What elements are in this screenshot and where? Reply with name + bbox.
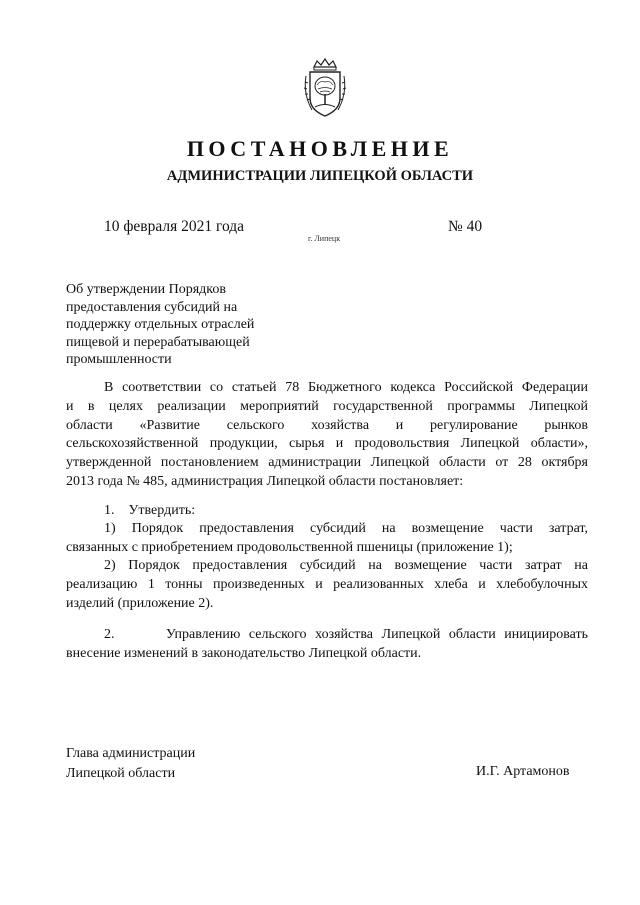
document-title: ПОСТАНОВЛЕНИЕ (186, 136, 454, 161)
document-number: № 40 (448, 218, 483, 235)
paragraph-line: утвержденной постановлением администрации Липецкой области от 28 октября (66, 455, 588, 471)
item-1-1-paragraph (66, 520, 588, 558)
document-subject (66, 281, 306, 369)
signer-position-line: Глава администрации (66, 746, 196, 761)
item-2-paragraph (66, 626, 588, 664)
item-1-paragraph (66, 502, 588, 521)
subject-line: Об утверждении Порядков (66, 282, 226, 297)
preamble-paragraph (66, 379, 588, 492)
paragraph-line: 1) Порядок предоставления субсидий на возмещение части затрат, (104, 521, 588, 536)
signer-position (66, 744, 195, 784)
paragraph-line: изделий (приложение 2). (66, 595, 214, 611)
document-subtitle: АДМИНИСТРАЦИИ ЛИПЕЦКОЙ ОБЛАСТИ (166, 168, 474, 184)
paragraph-line: реализацию 1 тонны произведенных и реализованных хлеба и хлебобулочных (66, 576, 588, 592)
subject-line: пищевой и перерабатывающей (66, 334, 250, 350)
coat-of-arms-emblem (300, 58, 350, 120)
paragraph-line: связанных с приобретением продовольственной пшеницы (приложение 1); (66, 539, 513, 555)
paragraph-line: 2) Порядок предоставления субсидий на возмещение части затрат на (104, 558, 588, 573)
document-date: 10 февраля 2021 года (104, 218, 245, 235)
item-1-2-paragraph (66, 557, 588, 613)
subject-line: предоставления субсидий на (66, 299, 238, 315)
paragraph-line: В соответствии со статьей 78 Бюджетного кодекса Российской Федерации (104, 380, 588, 395)
paragraph-line: 2013 года № 485, администрация Липецкой области постановляет: (66, 473, 464, 489)
signer-name: И.Г. Артамонов (476, 764, 570, 779)
signer-position-line: Липецкой области (66, 766, 176, 781)
document-city: г. Липецк (308, 234, 341, 243)
paragraph-line: сельскохозяйственной продукции, сырья и продовольствия Липецкой области», (66, 436, 588, 452)
paragraph-line: области «Развитие сельского хозяйства и регулирование рынков (66, 417, 588, 433)
paragraph-line: и в целях реализации мероприятий государственной программы Липецкой (66, 398, 588, 414)
subject-line: промышленности (66, 352, 172, 367)
paragraph-line: 2. Управлению сельского хозяйства Липецкой области инициировать (104, 627, 588, 642)
subject-line: поддержку отдельных отраслей (66, 317, 255, 332)
paragraph-line: внесение изменений в законодательство Липецкой области. (66, 645, 422, 661)
paragraph-line: 1. Утвердить: (104, 503, 196, 518)
